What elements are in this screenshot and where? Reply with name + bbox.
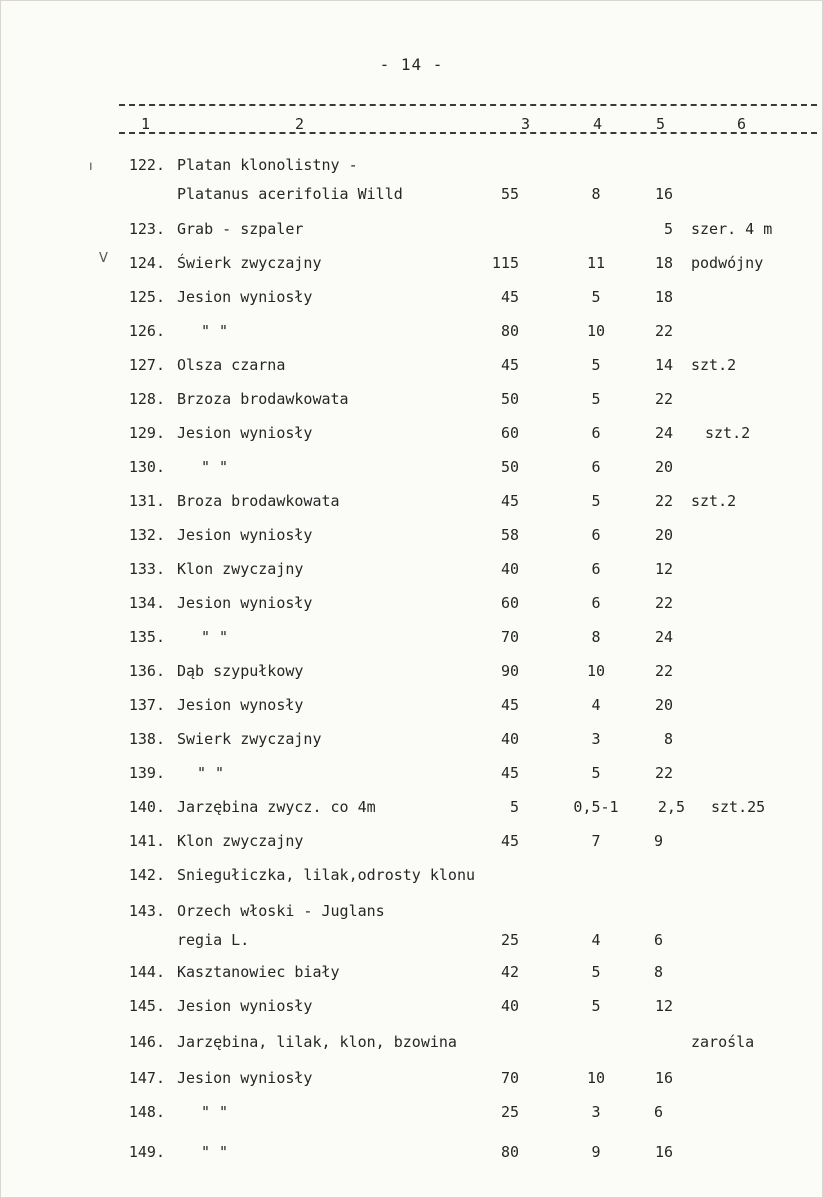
- column-3-value: 42: [500, 963, 519, 981]
- entry-number: 145.: [128, 997, 165, 1015]
- column-3-value: 70: [500, 628, 519, 646]
- species-name-continued: Platanus acerifolia Willd: [177, 185, 403, 203]
- species-name: Dąb szypułkowy: [177, 662, 304, 680]
- table-row: [1, 424, 823, 452]
- column-3-value: 40: [500, 997, 519, 1015]
- column-5-value: 24: [654, 424, 673, 442]
- column-3-value: 50: [500, 390, 519, 408]
- column-4-value: 0,5-1: [573, 798, 619, 816]
- table-row: [1, 594, 823, 622]
- column-5-value: 22: [654, 662, 673, 680]
- column-4-value: 3: [591, 730, 601, 748]
- ditto-mark: " ": [201, 1103, 229, 1121]
- entry-number: 127.: [128, 356, 165, 374]
- table-row: [1, 798, 823, 826]
- column-4-value: 5: [591, 963, 601, 981]
- column-5-value: 6: [653, 1103, 663, 1121]
- ditto-mark: " ": [201, 628, 229, 646]
- table-row: [1, 628, 823, 656]
- species-name: Klon zwyczajny: [177, 832, 304, 850]
- column-5-value: 22: [654, 492, 673, 510]
- column-3-value: 115: [491, 254, 519, 272]
- species-name: Platan klonolistny -: [177, 156, 358, 174]
- column-5-value: 24: [654, 628, 673, 646]
- column-4-value: 6: [591, 526, 601, 544]
- column-3-value: 45: [500, 832, 519, 850]
- column-3-value: 5: [509, 798, 519, 816]
- table-row: [1, 866, 823, 894]
- column-header-1: 1: [141, 115, 151, 133]
- column-5-value: 20: [654, 458, 673, 476]
- ditto-mark: " ": [201, 458, 229, 476]
- entry-number: 128.: [128, 390, 165, 408]
- column-header-6: 6: [737, 115, 747, 133]
- column-5-value: 16: [654, 185, 673, 203]
- column-3-value: 50: [500, 458, 519, 476]
- table-row: [1, 1143, 823, 1171]
- entry-number: 137.: [128, 696, 165, 714]
- column-4-value: 5: [591, 997, 601, 1015]
- species-name: Jesion wynosły: [177, 696, 304, 714]
- entry-number: 146.: [128, 1033, 165, 1051]
- column-3-value: 40: [500, 730, 519, 748]
- remarks: szt.25: [711, 798, 766, 816]
- column-4-value: 5: [591, 288, 601, 306]
- column-3-value: 58: [500, 526, 519, 544]
- table-row: [1, 696, 823, 724]
- entry-number: 142.: [128, 866, 165, 884]
- column-4-value: 10: [586, 1069, 606, 1087]
- column-3-value: 25: [500, 931, 519, 949]
- column-4-value: 11: [586, 254, 606, 272]
- entry-number: 134.: [128, 594, 165, 612]
- column-4-value: 8: [591, 185, 601, 203]
- species-name: Sniegułiczka, lilak,odrosty klonu: [177, 866, 476, 884]
- table-row: [1, 963, 823, 991]
- column-5-value: 2,5: [657, 798, 685, 816]
- column-4-value: 4: [591, 696, 601, 714]
- table-row: [1, 322, 823, 350]
- species-name: Jesion wyniosły: [177, 526, 313, 544]
- entry-number: 138.: [128, 730, 165, 748]
- column-5-value: 6: [653, 931, 663, 949]
- margin-check-mark: V: [99, 251, 108, 266]
- margin-tick: ı: [89, 159, 93, 174]
- column-header-4: 4: [593, 115, 603, 133]
- species-name: Świerk zwyczajny: [177, 254, 322, 272]
- table-row: [1, 220, 823, 248]
- column-4-value: 8: [591, 628, 601, 646]
- column-5-value: 20: [654, 526, 673, 544]
- species-name-continued: regia L.: [177, 931, 250, 949]
- column-4-value: 6: [591, 458, 601, 476]
- table-row: [1, 254, 823, 282]
- species-name: Orzech włoski - Juglans: [177, 902, 385, 920]
- column-3-value: 80: [500, 1143, 519, 1161]
- table-row: [1, 730, 823, 758]
- column-3-value: 60: [500, 594, 519, 612]
- column-4-value: 7: [591, 832, 601, 850]
- entry-number: 131.: [128, 492, 165, 510]
- entry-number: 147.: [128, 1069, 165, 1087]
- entry-number: 139.: [128, 764, 165, 782]
- table-row: [1, 560, 823, 588]
- column-3-value: 45: [500, 288, 519, 306]
- column-4-value: 6: [591, 560, 601, 578]
- column-header-2: 2: [295, 115, 305, 133]
- column-4-value: 9: [591, 1143, 601, 1161]
- entry-number: 126.: [128, 322, 165, 340]
- remarks: szt.2: [705, 424, 751, 442]
- species-name: Klon zwyczajny: [177, 560, 304, 578]
- remarks: podwójny: [691, 254, 764, 272]
- table-row: [1, 1103, 823, 1131]
- entry-number: 135.: [128, 628, 165, 646]
- column-4-value: 3: [591, 1103, 601, 1121]
- column-5-value: 22: [654, 594, 673, 612]
- column-header-3: 3: [521, 115, 531, 133]
- column-3-value: 25: [500, 1103, 519, 1121]
- table-row: [1, 492, 823, 520]
- table-row: [1, 832, 823, 860]
- entry-number: 149.: [128, 1143, 165, 1161]
- header-rule-bottom: [119, 132, 817, 134]
- table-row: [1, 1069, 823, 1097]
- entry-number: 123.: [128, 220, 165, 238]
- page-number: - 14 -: [379, 55, 444, 74]
- header-rule-top: [119, 104, 817, 106]
- column-3-value: 70: [500, 1069, 519, 1087]
- species-name: Jesion wyniosły: [177, 424, 313, 442]
- entry-number: 148.: [128, 1103, 165, 1121]
- column-5-value: 22: [654, 764, 673, 782]
- column-3-value: 90: [500, 662, 519, 680]
- remarks: zarośla: [691, 1033, 755, 1051]
- column-5-value: 5: [663, 220, 673, 238]
- species-name: Jesion wyniosły: [177, 1069, 313, 1087]
- entry-number: 143.: [128, 902, 165, 920]
- column-3-value: 40: [500, 560, 519, 578]
- ditto-mark: " ": [201, 1143, 229, 1161]
- entry-number: 141.: [128, 832, 165, 850]
- species-name: Jarzębina, lilak, klon, bzowina: [177, 1033, 457, 1051]
- column-3-value: 45: [500, 492, 519, 510]
- table-row: [1, 902, 823, 949]
- column-5-value: 8: [663, 730, 673, 748]
- species-name: Jarzębina zwycz. co 4m: [177, 798, 376, 816]
- column-5-value: 18: [654, 254, 673, 272]
- species-name: Swierk zwyczajny: [177, 730, 322, 748]
- table-row: [1, 356, 823, 384]
- column-5-value: 22: [654, 390, 673, 408]
- remarks: szt.2: [691, 492, 737, 510]
- column-4-value: 5: [591, 492, 601, 510]
- table-row: [1, 1033, 823, 1061]
- column-4-value: 5: [591, 390, 601, 408]
- column-3-value: 60: [500, 424, 519, 442]
- species-name: Kasztanowiec biały: [177, 963, 340, 981]
- column-5-value: 18: [654, 288, 673, 306]
- entry-number: 125.: [128, 288, 165, 306]
- table-row: [1, 997, 823, 1025]
- column-header-5: 5: [656, 115, 666, 133]
- species-name: Jesion wyniosły: [177, 594, 313, 612]
- species-name: Brzoza brodawkowata: [177, 390, 349, 408]
- column-4-value: 10: [586, 322, 606, 340]
- column-5-value: 14: [654, 356, 673, 374]
- ditto-mark: " ": [201, 322, 229, 340]
- entry-number: 122.: [128, 156, 165, 174]
- species-name: Jesion wyniosły: [177, 997, 313, 1015]
- column-3-value: 80: [500, 322, 519, 340]
- column-3-value: 55: [500, 185, 519, 203]
- column-5-value: 12: [654, 560, 673, 578]
- entry-number: 140.: [128, 798, 165, 816]
- table-row: [1, 390, 823, 418]
- entry-number: 124.: [128, 254, 165, 272]
- column-4-value: 6: [591, 594, 601, 612]
- species-name: Grab - szpaler: [177, 220, 304, 238]
- column-5-value: 9: [653, 832, 663, 850]
- table-row: [1, 526, 823, 554]
- table-row: [1, 288, 823, 316]
- table-row: [1, 458, 823, 486]
- entry-number: 132.: [128, 526, 165, 544]
- column-4-value: 5: [591, 356, 601, 374]
- table-row: [1, 662, 823, 690]
- column-5-value: 22: [654, 322, 673, 340]
- table-row: [1, 764, 823, 792]
- column-5-value: 16: [654, 1143, 673, 1161]
- entry-number: 136.: [128, 662, 165, 680]
- column-5-value: 16: [654, 1069, 673, 1087]
- ditto-mark: " ": [197, 764, 225, 782]
- column-5-value: 8: [653, 963, 663, 981]
- remarks: szer. 4 m: [691, 220, 773, 238]
- species-name: Olsza czarna: [177, 356, 286, 374]
- column-3-value: 45: [500, 696, 519, 714]
- entry-number: 129.: [128, 424, 165, 442]
- column-4-value: 5: [591, 764, 601, 782]
- entry-number: 130.: [128, 458, 165, 476]
- column-4-value: 6: [591, 424, 601, 442]
- column-4-value: 10: [586, 662, 606, 680]
- species-name: Jesion wyniosły: [177, 288, 313, 306]
- column-5-value: 20: [654, 696, 673, 714]
- column-4-value: 4: [591, 931, 601, 949]
- column-5-value: 12: [654, 997, 673, 1015]
- column-3-value: 45: [500, 356, 519, 374]
- entry-number: 144.: [128, 963, 165, 981]
- species-name: Broza brodawkowata: [177, 492, 340, 510]
- entry-number: 133.: [128, 560, 165, 578]
- column-3-value: 45: [500, 764, 519, 782]
- table-row: [1, 156, 823, 203]
- remarks: szt.2: [691, 356, 737, 374]
